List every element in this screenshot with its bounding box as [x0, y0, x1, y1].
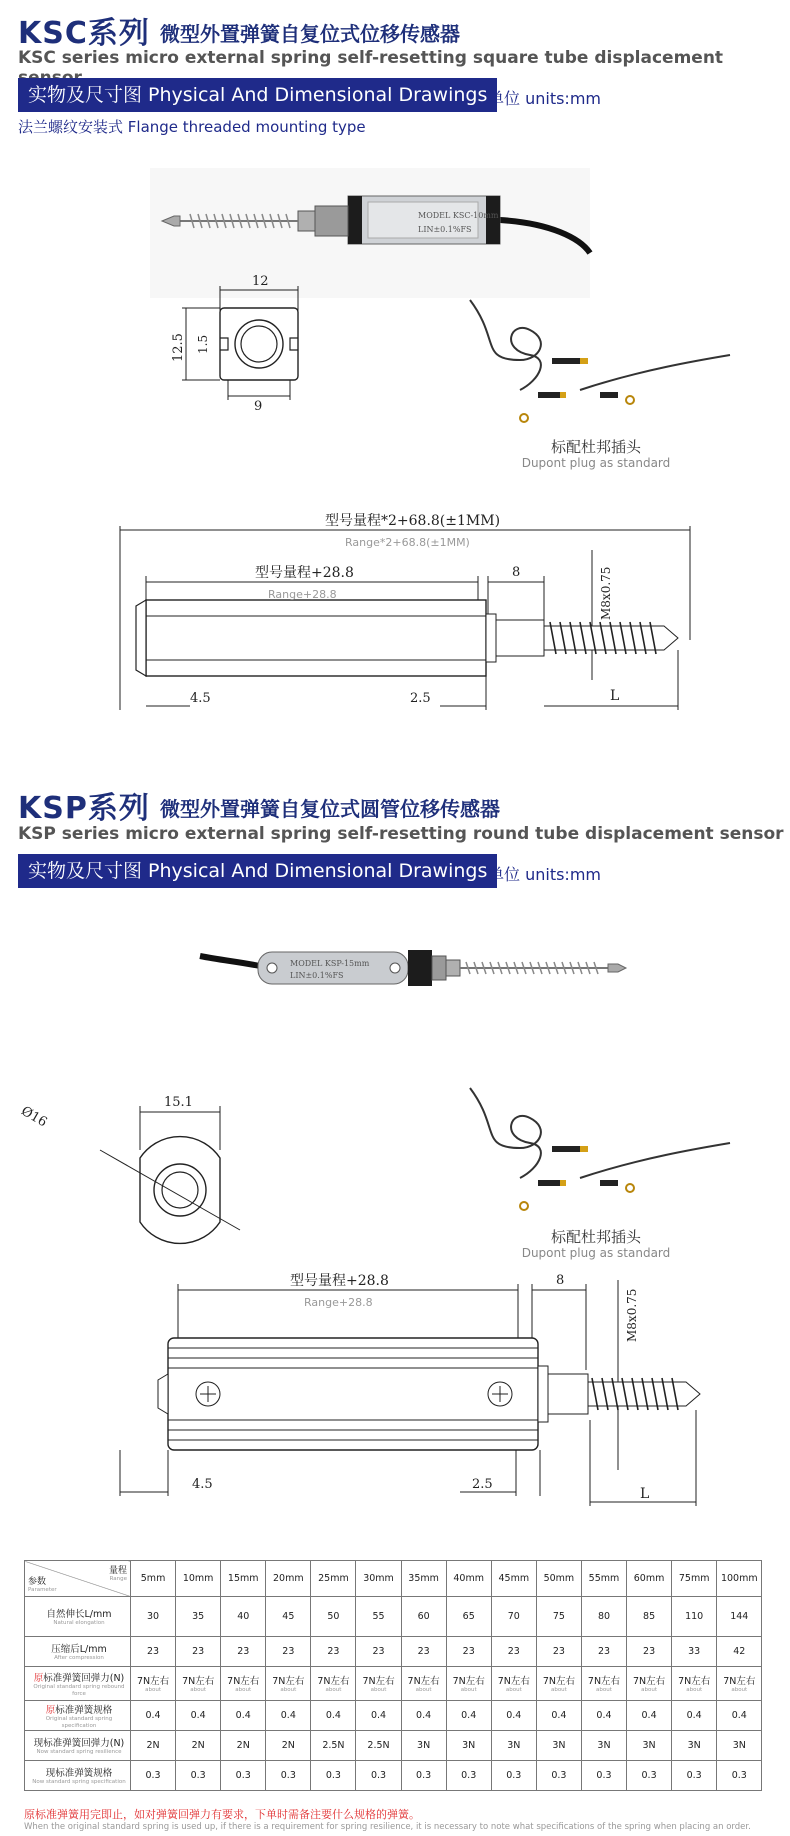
value-cell	[221, 1731, 266, 1761]
cell-value: 7N左右	[182, 1676, 215, 1687]
table-row	[25, 1637, 762, 1667]
cell-value: 23	[552, 1646, 565, 1657]
cell-value: 85	[643, 1611, 656, 1622]
cell-value: 3N	[552, 1740, 566, 1751]
value-cell	[266, 1667, 311, 1701]
value-cell	[176, 1761, 221, 1791]
cell-sub-label: about	[370, 1687, 387, 1693]
cell-value: 7N左右	[587, 1676, 621, 1687]
cell-value: 0.3	[280, 1770, 296, 1781]
table-row	[25, 1731, 762, 1761]
range-header-cell: 100mm	[717, 1561, 762, 1597]
cell-value: 3N	[732, 1740, 746, 1751]
cell-value: 7N左右	[407, 1676, 440, 1687]
parameter-name: 标准弹簧回弹力(N)	[43, 1672, 125, 1684]
cell-sub-label: about	[235, 1687, 252, 1693]
ksp-diameter-dim: Ø16	[18, 1103, 50, 1131]
ksp-product-photo	[200, 920, 630, 1020]
value-cell	[717, 1731, 762, 1761]
ksp-left-gap: 4.5	[192, 1477, 213, 1492]
value-cell	[311, 1701, 356, 1731]
parameter-cell	[25, 1761, 131, 1791]
cell-sub-label: about	[505, 1687, 522, 1693]
value-cell	[446, 1667, 491, 1701]
cell-value: 0.4	[641, 1710, 657, 1721]
cell-value: 0.3	[325, 1770, 341, 1781]
cell-value: 23	[507, 1646, 520, 1657]
value-cell	[581, 1597, 626, 1637]
cell-value: 0.3	[551, 1770, 567, 1781]
cell-value: 2N	[146, 1740, 160, 1751]
cell-value: 23	[192, 1646, 205, 1657]
cell-value: 7N左右	[497, 1676, 530, 1687]
cell-value: 30	[147, 1611, 160, 1622]
value-cell	[401, 1637, 446, 1667]
range-header-cell: 50mm	[536, 1561, 581, 1597]
cell-value: 0.4	[416, 1710, 432, 1721]
value-cell	[266, 1701, 311, 1731]
parameter-name-en: Now standard spring resilience	[36, 1749, 122, 1755]
cell-value: 7N左右	[678, 1676, 711, 1687]
value-cell	[627, 1597, 672, 1637]
cell-sub-label: about	[641, 1687, 658, 1693]
ksp-drawings-banner: 实物及尺寸图 Physical And Dimensional Drawings	[18, 854, 497, 888]
ksc-series-subtitle: 微型外置弹簧自复位式位移传感器	[160, 22, 460, 46]
value-cell	[131, 1667, 176, 1701]
value-cell	[536, 1731, 581, 1761]
cell-value: 0.3	[686, 1770, 702, 1781]
cell-value: 0.4	[551, 1710, 567, 1721]
corner-range-label: 量程	[108, 1566, 127, 1576]
cell-value: 110	[685, 1611, 704, 1622]
value-cell	[717, 1701, 762, 1731]
value-cell	[311, 1597, 356, 1637]
cell-value: 23	[417, 1646, 430, 1657]
value-cell	[717, 1667, 762, 1701]
cell-value: 0.3	[190, 1770, 206, 1781]
ksc-thread-spec: M8x0.75	[599, 566, 613, 620]
cell-value: 3N	[687, 1740, 701, 1751]
value-cell	[491, 1667, 536, 1701]
value-cell	[176, 1667, 221, 1701]
ksc-width-dim: 12	[252, 274, 269, 289]
ksp-side-dimension-drawing	[120, 1270, 740, 1510]
cell-value: 0.3	[370, 1770, 387, 1781]
value-cell	[446, 1637, 491, 1667]
cell-value: 0.4	[190, 1710, 206, 1721]
parameter-name: 标准弹簧规格	[55, 1704, 113, 1716]
ksc-dupont-plug-photo	[460, 300, 730, 430]
ksp-body-length-label-en: Range+28.8	[304, 1296, 373, 1309]
range-header-cell: 30mm	[356, 1561, 401, 1597]
value-cell	[536, 1597, 581, 1637]
ksc-slot-dim: 1.5	[196, 334, 210, 354]
range-header-cell: 25mm	[311, 1561, 356, 1597]
ksp-thread-length: 8	[556, 1273, 565, 1288]
cell-value: 50	[327, 1611, 340, 1622]
value-cell	[627, 1761, 672, 1791]
value-cell	[581, 1667, 626, 1701]
value-cell	[581, 1637, 626, 1667]
cell-value: 0.3	[641, 1770, 657, 1781]
ksp-series-title: KSP系列	[18, 791, 150, 826]
value-cell	[356, 1637, 401, 1667]
cell-value: 7N左右	[723, 1676, 756, 1687]
cell-value: 42	[733, 1646, 746, 1657]
cell-value: 3N	[417, 1740, 431, 1751]
cell-value: 2N	[236, 1740, 250, 1751]
parameter-name: 现标准弹簧回弹力(N)	[33, 1738, 125, 1749]
ksc-height-dim: 12.5	[171, 333, 186, 362]
table-corner-cell	[25, 1561, 131, 1597]
ksc-unit-label: 单位 units:mm	[488, 89, 601, 108]
cell-sub-label: about	[145, 1687, 161, 1693]
cell-sub-label: about	[325, 1687, 342, 1693]
corner-range-label-en: Range	[109, 1576, 127, 1582]
value-cell	[672, 1637, 717, 1667]
cell-value: 45	[282, 1611, 295, 1622]
value-cell	[401, 1761, 446, 1791]
cell-value: 0.4	[280, 1710, 296, 1721]
cell-value: 2N	[281, 1740, 295, 1751]
ksp-thread-spec: M8x0.75	[625, 1288, 639, 1342]
ksc-plug-caption-en: Dupont plug as standard	[521, 456, 671, 470]
cell-value: 7N左右	[227, 1676, 260, 1687]
table-row	[25, 1597, 762, 1637]
cell-sub-label: about	[190, 1687, 207, 1693]
value-cell	[221, 1701, 266, 1731]
parameter-cell	[25, 1731, 131, 1761]
range-header-cell: 20mm	[266, 1561, 311, 1597]
cell-value: 0.4	[370, 1710, 387, 1721]
cell-value: 3N	[462, 1740, 476, 1751]
value-cell	[176, 1731, 221, 1761]
value-cell	[536, 1667, 581, 1701]
value-cell	[446, 1597, 491, 1637]
value-cell	[401, 1731, 446, 1761]
value-cell	[581, 1701, 626, 1731]
ksp-dupont-plug-photo	[460, 1088, 730, 1218]
cell-value: 0.4	[506, 1710, 522, 1721]
cell-sub-label: about	[550, 1687, 567, 1693]
cell-value: 35	[192, 1611, 205, 1622]
value-cell	[491, 1761, 536, 1791]
value-cell	[311, 1667, 356, 1701]
value-cell	[356, 1731, 401, 1761]
cell-value: 7N左右	[272, 1676, 305, 1687]
value-cell	[581, 1761, 626, 1791]
cell-value: 144	[730, 1611, 749, 1622]
footnote-en: When the original standard spring is used up, if there is a requirement for spring resilience, it is necessary to note what specifications of the spring when placing an order.	[24, 1822, 751, 1832]
cell-value: 23	[643, 1646, 656, 1657]
cell-value: 0.4	[731, 1710, 747, 1721]
ksp-plug-caption-en: Dupont plug as standard	[521, 1246, 671, 1260]
parameter-name-en: Natural elongation	[53, 1620, 105, 1626]
range-header-cell: 15mm	[221, 1561, 266, 1597]
value-cell	[356, 1667, 401, 1701]
value-cell	[536, 1637, 581, 1667]
cell-value: 80	[597, 1611, 611, 1622]
cell-value: 55	[372, 1611, 385, 1622]
parameter-name: 自然伸长L/mm	[46, 1609, 112, 1620]
value-cell	[672, 1761, 717, 1791]
parameter-cell	[25, 1667, 131, 1701]
parameter-name: 现标准弹簧规格	[45, 1768, 113, 1779]
cell-value: 40	[237, 1611, 250, 1622]
value-cell	[491, 1637, 536, 1667]
value-cell	[491, 1701, 536, 1731]
ksp-body-length-label: 型号量程+28.8	[290, 1273, 389, 1289]
value-cell	[221, 1597, 266, 1637]
cell-value: 23	[237, 1646, 250, 1657]
value-cell	[672, 1667, 717, 1701]
table-row	[25, 1701, 762, 1731]
range-header-cell: 35mm	[401, 1561, 446, 1597]
cell-value: 0.4	[325, 1710, 341, 1721]
value-cell	[131, 1597, 176, 1637]
value-cell	[627, 1667, 672, 1701]
range-header-cell: 55mm	[581, 1561, 626, 1597]
table-row	[25, 1761, 762, 1791]
value-cell	[401, 1597, 446, 1637]
ksc-photo-label-lin: LIN±0.1%FS	[418, 225, 472, 234]
value-cell	[717, 1637, 762, 1667]
cell-value: 0.3	[461, 1770, 477, 1781]
value-cell	[131, 1701, 176, 1731]
ksc-thread-length: 8	[512, 565, 521, 580]
value-cell	[221, 1637, 266, 1667]
value-cell	[401, 1701, 446, 1731]
parameter-name-en: After compression	[54, 1655, 104, 1661]
cell-value: 0.3	[235, 1770, 251, 1781]
ksc-stroke-l: L	[610, 688, 620, 704]
range-header-cell: 40mm	[446, 1561, 491, 1597]
value-cell	[627, 1731, 672, 1761]
ksc-cross-section-drawing	[160, 272, 320, 412]
cell-value: 23	[282, 1646, 295, 1657]
ksp-width-dim: 15.1	[164, 1095, 193, 1110]
value-cell	[672, 1731, 717, 1761]
cell-sub-label: about	[280, 1687, 297, 1693]
value-cell	[446, 1731, 491, 1761]
value-cell	[176, 1701, 221, 1731]
value-cell	[446, 1761, 491, 1791]
value-cell	[717, 1761, 762, 1791]
ksp-cross-section-drawing	[18, 1090, 290, 1250]
ksc-total-length-label-en: Range*2+68.8(±1MM)	[345, 536, 470, 549]
ksp-right-gap: 2.5	[472, 1477, 493, 1492]
table-header-row	[25, 1561, 762, 1597]
cell-sub-label: about	[415, 1687, 432, 1693]
ksc-photo-label-model: MODEL KSC-10mm	[418, 211, 499, 220]
value-cell	[131, 1731, 176, 1761]
parameter-name: 压缩后L/mm	[51, 1644, 107, 1655]
ksc-body-length-label: 型号量程+28.8	[255, 565, 354, 581]
ksc-plug-caption: 标配杜邦插头	[550, 438, 641, 456]
parameter-name-en: Original standard spring rebound force	[33, 1683, 125, 1697]
ksc-mount-type: 法兰螺纹安装式 Flange threaded mounting type	[18, 118, 366, 136]
value-cell	[356, 1701, 401, 1731]
cell-value: 0.3	[596, 1770, 612, 1781]
cell-value: 75	[552, 1611, 565, 1622]
cell-value: 23	[147, 1646, 160, 1657]
value-cell	[131, 1761, 176, 1791]
ksp-plug-caption: 标配杜邦插头	[550, 1228, 641, 1246]
cell-value: 7N左右	[452, 1676, 485, 1687]
value-cell	[717, 1597, 762, 1637]
parameter-name-en: Original standard spring specification	[45, 1715, 113, 1729]
range-header-cell: 75mm	[672, 1561, 717, 1597]
cell-value: 23	[327, 1646, 340, 1657]
value-cell	[446, 1701, 491, 1731]
ksp-photo-label-model: MODEL KSP-15mm	[290, 959, 370, 968]
ksc-drawings-banner: 实物及尺寸图 Physical And Dimensional Drawings	[18, 78, 497, 112]
ksc-english-title: KSC series micro external spring self-resetting square tube displacement	[18, 48, 724, 68]
parameter-cell	[25, 1637, 131, 1667]
range-header-cell: 5mm	[131, 1561, 176, 1597]
cell-value: 0.4	[686, 1710, 702, 1721]
parameter-cell	[25, 1597, 131, 1637]
ksp-series-subtitle: 微型外置弹簧自复位式圆管位移传感器	[160, 797, 500, 821]
cell-value: 7N左右	[136, 1676, 170, 1687]
value-cell	[176, 1637, 221, 1667]
ksp-photo-label-lin: LIN±0.1%FS	[290, 971, 344, 980]
cell-value: 23	[462, 1646, 475, 1657]
value-cell	[356, 1597, 401, 1637]
cell-value: 0.4	[235, 1710, 251, 1721]
table-row	[25, 1667, 762, 1701]
cell-value: 2.5N	[322, 1740, 345, 1751]
value-cell	[672, 1597, 717, 1637]
value-cell	[401, 1667, 446, 1701]
ksc-total-length-label: 型号量程*2+68.8(±1MM)	[325, 513, 501, 529]
cell-value: 0.3	[145, 1770, 161, 1781]
cell-value: 0.3	[731, 1770, 747, 1781]
value-cell	[491, 1731, 536, 1761]
value-cell	[627, 1637, 672, 1667]
parameter-name-en: Now standard spring specification	[32, 1779, 126, 1785]
footnote-cn: 原标准弹簧用完即止，如对弹簧回弹力有要求，下单时需备注要什么规格的弹簧。	[24, 1808, 420, 1821]
ksc-side-dimension-drawing	[110, 510, 720, 720]
value-cell	[536, 1761, 581, 1791]
corner-param-label: 参数	[28, 1577, 47, 1587]
value-cell	[311, 1637, 356, 1667]
cell-value: 0.3	[416, 1770, 432, 1781]
value-cell	[581, 1731, 626, 1761]
cell-value: 70	[507, 1611, 520, 1622]
value-cell	[266, 1637, 311, 1667]
range-header-cell: 60mm	[627, 1561, 672, 1597]
value-cell	[131, 1637, 176, 1667]
range-header-cell: 45mm	[491, 1561, 536, 1597]
cell-value: 7N左右	[542, 1676, 575, 1687]
value-cell	[311, 1761, 356, 1791]
cell-value: 0.4	[596, 1710, 612, 1721]
cell-value: 3N	[597, 1740, 611, 1751]
parameter-red-prefix: 原	[33, 1672, 44, 1684]
value-cell	[672, 1701, 717, 1731]
cell-value: 3N	[642, 1740, 656, 1751]
ksp-english-title: KSP series micro external spring self-resetting round tube displacement sensor	[18, 824, 784, 844]
ksp-unit-label: 单位 units:mm	[488, 865, 601, 884]
cell-value: 65	[462, 1611, 475, 1622]
range-header-cell: 10mm	[176, 1561, 221, 1597]
cell-value: 0.4	[145, 1710, 161, 1721]
cell-sub-label: about	[686, 1687, 703, 1693]
cell-value: 2.5N	[367, 1740, 390, 1751]
ksc-left-gap: 4.5	[190, 691, 211, 706]
cell-sub-label: about	[731, 1687, 748, 1693]
cell-value: 2N	[191, 1740, 205, 1751]
value-cell	[221, 1667, 266, 1701]
cell-value: 7N左右	[317, 1676, 350, 1687]
value-cell	[536, 1701, 581, 1731]
cell-value: 7N左右	[362, 1676, 395, 1687]
cell-value: 0.3	[506, 1770, 522, 1781]
spec-table	[24, 1560, 762, 1791]
value-cell	[266, 1761, 311, 1791]
value-cell	[266, 1597, 311, 1637]
cell-value: 23	[597, 1646, 611, 1657]
parameter-red-prefix: 原	[45, 1704, 56, 1716]
ksc-bottom-dim: 9	[254, 399, 263, 414]
cell-value: 7N左右	[633, 1676, 666, 1687]
value-cell	[491, 1597, 536, 1637]
ksp-stroke-l: L	[640, 1486, 650, 1502]
value-cell	[266, 1731, 311, 1761]
parameter-cell	[25, 1701, 131, 1731]
ksc-body-length-label-en: Range+28.8	[268, 588, 337, 601]
value-cell	[356, 1761, 401, 1791]
ksc-series-title: KSC系列	[18, 16, 150, 51]
cell-value: 3N	[507, 1740, 521, 1751]
value-cell	[311, 1731, 356, 1761]
cell-value: 33	[688, 1646, 701, 1657]
cell-value: 23	[372, 1646, 385, 1657]
cell-sub-label: about	[596, 1687, 612, 1693]
corner-param-label-en: Parameter	[28, 1587, 57, 1593]
cell-value: 0.4	[461, 1710, 477, 1721]
cell-sub-label: about	[460, 1687, 477, 1693]
value-cell	[221, 1761, 266, 1791]
cell-value: 60	[417, 1611, 430, 1622]
value-cell	[627, 1701, 672, 1731]
ksc-right-gap: 2.5	[410, 691, 431, 706]
value-cell	[176, 1597, 221, 1637]
